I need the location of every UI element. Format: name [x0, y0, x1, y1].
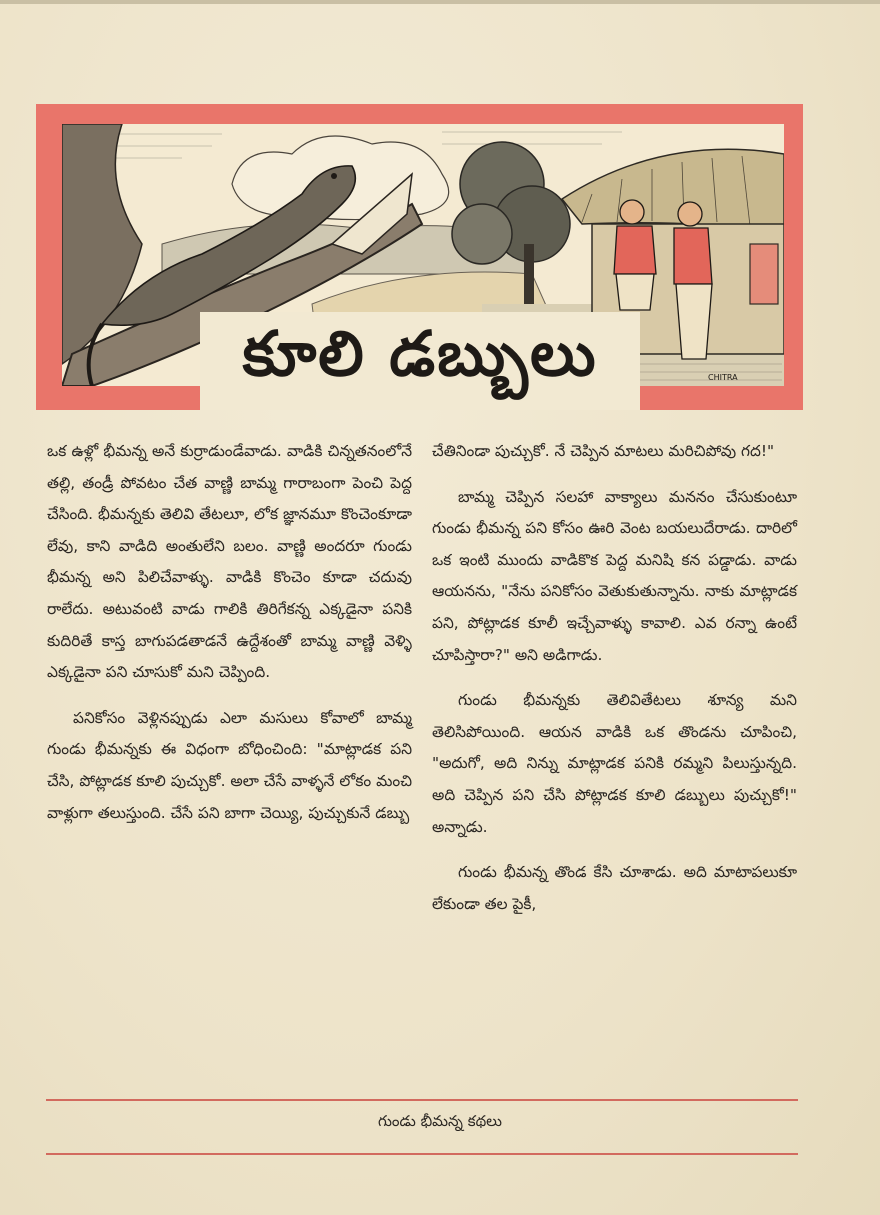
paragraph: చేతినిండా పుచ్చుకో. నే చెప్పిన మాటలు మరిచిపోవు గద!" — [432, 442, 775, 460]
right-column — [432, 436, 797, 920]
artist-signature: CHITRA — [708, 373, 738, 382]
running-footer: గుండు భీమన్న కథలు — [377, 1112, 503, 1130]
paragraph: ఒక ఉళ్లో భీమన్న అనే కుర్రాడుండేవాడు. వాడికి చిన్నతనంలోనే తల్లి, తండ్రీ పోవటం చేత వాణ్ణి బామ్మ గారాబంగా పెంచి పెద్ద చేసింది. భీమన్నకు తెలివి తేటలూ, లోక జ్ఞానమూ కొంచెంకూడా లేవు, కాని వాడిది అంతులేని బలం. వాణ్ణి అందరూ గుండు భీమన్న అని పిలిచేవాళ్ళు. వాడికి కొంచెం కూడా చదువు రాలేదు. అటువంటి వాడు గాలికి తిరిగేకన్న ఎక్కడైనా పనికి కుదిరితే కాస్త బాగుపడతాడనే ఉద్దేశంతో బామ్మ వాణ్ణి వెళ్ళి ఎక్కడైనా పని చూసుకో మని చెప్పింది. — [47, 442, 412, 682]
left-column — [47, 436, 412, 829]
title-box — [200, 312, 640, 410]
footer-rule-top — [46, 1099, 798, 1101]
paragraph: గుండు భీమన్నకు తెలివితేటలు శూన్య మని తెలిసిపోయింది. ఆయన వాడికి ఒక తొండను చూపించి, "అదుగో, అది నిన్ను మాట్లాడక పనికి రమ్మని పిలుస్తున్నది. అది చెప్పిన పని చేసి పోట్లాడక కూలి డబ్బులు పుచ్చుకో!" అన్నాడు. — [432, 691, 797, 836]
paragraph: పనికోసం వెళ్లినప్పుడు ఎలా మసులు కోవాలో బామ్మ గుండు భీమన్నకు ఈ విధంగా బోధించింది: "మాట్లాడక పని చేసి, పోట్లాడక కూలి పుచ్చుకో. అలా చేసే వాళ్ళనే లోకం మంచి వాళ్లుగా తలుస్తుంది. చేసే పని బాగా చెయ్యి, పుచ్చుకునే డబ్బు — [47, 708, 412, 822]
footer-rule-bottom — [46, 1153, 798, 1155]
paragraph: బామ్మ చెప్పిన సలహా వాక్యాలు మననం చేసుకుంటూ గుండు భీమన్న పని కోసం ఊరి వెంట బయలుదేరాడు. దారిలో ఒక ఇంటి ముందు వాడికొక పెద్ద మనిషి కన పడ్డాడు. వాడు ఆయనను, "నేను పనికోసం వెతుకుతున్నాను. నాకు మాట్లాడక పని, పోట్లాడక కూలీ ఇచ్చేవాళ్ళు కావాలి. ఎవ రన్నా ఉంటే చూపిస్తారా?" అని అడిగాడు. — [432, 487, 797, 664]
paragraph: గుండు భీమన్న తొండ కేసి చూశాడు. అది మాటాపలుకూ లేకుండా తల పైకీ, — [432, 863, 797, 913]
top-edge — [0, 0, 880, 4]
story-title: కూలి డబ్బులు — [242, 317, 598, 390]
